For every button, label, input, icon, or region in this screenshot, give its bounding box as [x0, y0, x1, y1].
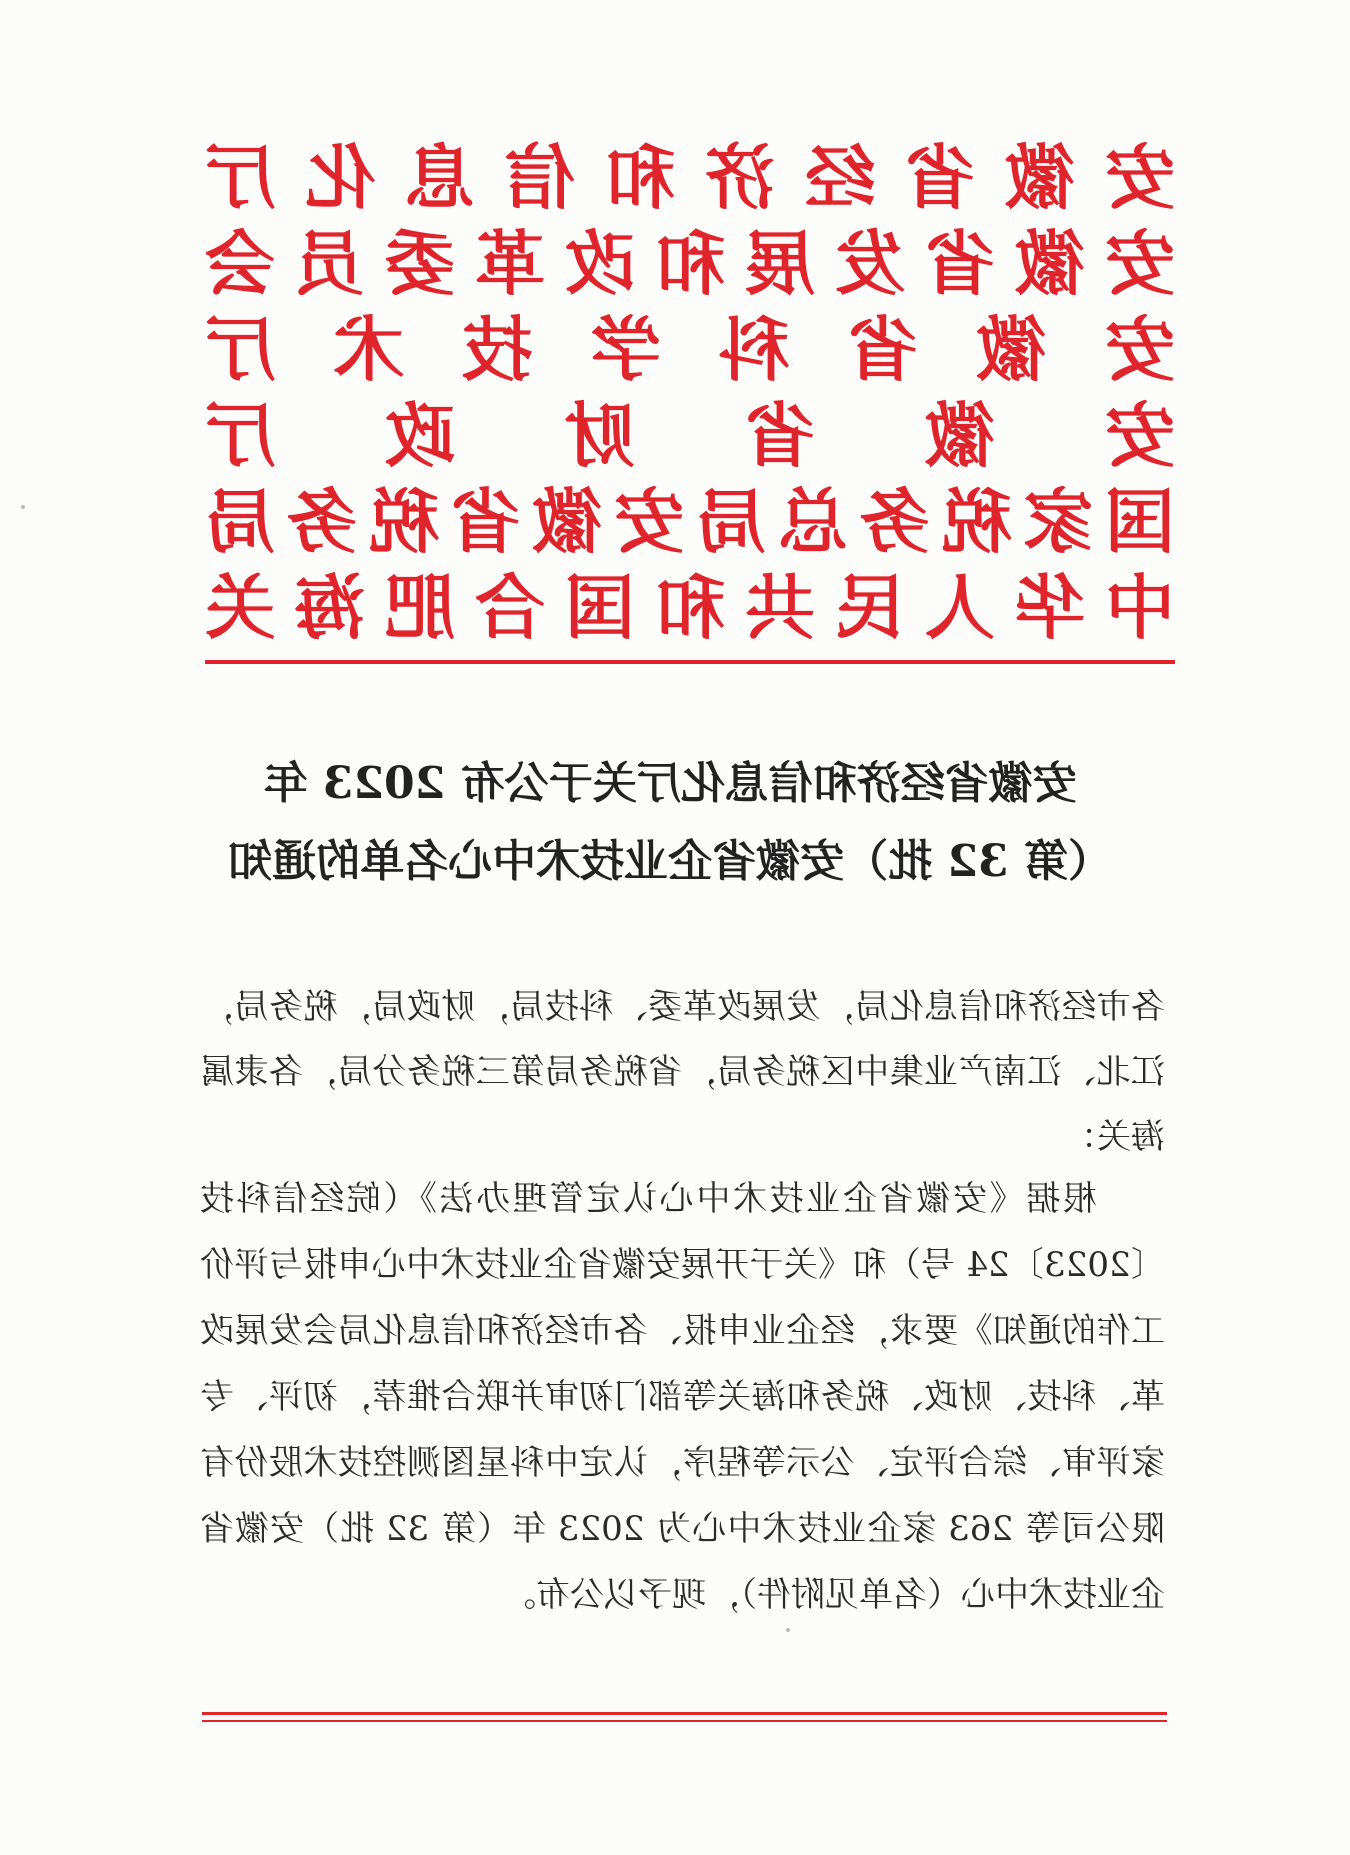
agency-name-char: 国 — [1105, 480, 1175, 563]
agency-name-char: 和 — [605, 136, 675, 219]
agency-name-char: 安 — [1105, 394, 1175, 477]
agency-name-char: 信 — [505, 136, 575, 219]
agency-name-char: 委 — [385, 222, 455, 305]
header-red-rule — [205, 660, 1175, 664]
agency-name-line — [205, 221, 1175, 307]
salutation: 各市经济和信息化局，发展改革委、科技局，财政局，税务局，江北、江南产业集中区税务局，省税务局第三税务分局，各隶属海关： — [200, 987, 1165, 1157]
agency-name-line — [205, 135, 1175, 221]
agency-name-char: 学 — [590, 308, 661, 391]
agency-name-char: 家 — [1023, 480, 1094, 563]
agency-name-char: 安 — [1105, 222, 1175, 305]
agency-name-char: 中 — [1105, 566, 1175, 649]
agency-name-char: 展 — [745, 222, 815, 305]
agency-name-char: 和 — [655, 222, 725, 305]
agency-name-char: 关 — [205, 566, 275, 649]
agency-name-char: 济 — [705, 136, 775, 219]
agency-name-char: 和 — [655, 566, 725, 649]
agency-name-char: 肥 — [385, 566, 455, 649]
footer-red-rule-top — [202, 1712, 1167, 1715]
agency-name-char: 省 — [745, 394, 815, 477]
agency-name-char: 员 — [295, 222, 365, 305]
agency-name-char: 总 — [777, 480, 848, 563]
agency-name-char: 发 — [835, 222, 905, 305]
issuing-agencies-header — [205, 135, 1175, 651]
agency-name-char: 改 — [565, 222, 635, 305]
title-line-2: （第 32 批）安徽省企业技术中心名单的通知 — [228, 836, 1112, 887]
agency-name-char: 局 — [205, 480, 276, 563]
body-paragraph-1: 根据《安徽省企业技术中心认定管理办法》（皖经信科技〔2023〕24 号）和《关于开展安徽省企业技术中心申报与评价工作的通知》要求，经企业申报、各市经济和信息化局会发展改革、科技、财政、税务和海关等部门初审并联合推荐，初评、专家评审、综合评定、公示等程序，认定中科星图测控技术股份有限公司等 263 家企业技术中心为 2023 年（第 32 批）安徽省企业技术中心（名单见附件），现予以公布。 — [200, 1179, 1165, 1615]
agency-name-char: 技 — [462, 308, 533, 391]
agency-name-char: 安 — [614, 480, 685, 563]
agency-name-line — [205, 565, 1175, 651]
agency-name-char: 徽 — [925, 394, 995, 477]
agency-name-char: 安 — [1105, 136, 1175, 219]
agency-name-char: 省 — [905, 136, 975, 219]
agency-name-char: 局 — [695, 480, 766, 563]
agency-name-char: 海 — [295, 566, 365, 649]
agency-name-char: 徽 — [976, 308, 1047, 391]
agency-name-char: 厅 — [205, 136, 275, 219]
agency-name-char: 民 — [835, 566, 905, 649]
agency-name-char: 会 — [205, 222, 275, 305]
agency-name-char: 厅 — [205, 308, 276, 391]
agency-name-char: 革 — [475, 222, 545, 305]
document-title — [150, 745, 1190, 901]
agency-name-char: 合 — [475, 566, 545, 649]
scan-speck — [786, 1628, 790, 1632]
scan-speck — [21, 505, 25, 509]
title-line-1: 安徽省经济和信息化厅关于公布 2023 年 — [263, 758, 1077, 809]
agency-name-char: 厅 — [205, 394, 275, 477]
agency-name-char: 经 — [805, 136, 875, 219]
agency-name-char: 人 — [925, 566, 995, 649]
agency-name-char: 科 — [719, 308, 790, 391]
agency-name-char: 徽 — [1015, 222, 1085, 305]
agency-name-char: 务 — [859, 480, 930, 563]
agency-name-char: 省 — [450, 480, 521, 563]
agency-name-char: 税 — [941, 480, 1012, 563]
agency-name-char: 化 — [305, 136, 375, 219]
agency-name-line — [205, 393, 1175, 479]
agency-name-line — [205, 307, 1175, 393]
agency-name-char: 务 — [286, 480, 357, 563]
agency-name-char: 省 — [925, 222, 995, 305]
agency-name-char: 省 — [847, 308, 918, 391]
agency-name-char: 安 — [1105, 308, 1175, 391]
agency-name-char: 国 — [565, 566, 635, 649]
agency-name-char: 华 — [1015, 566, 1085, 649]
agency-name-char: 术 — [333, 308, 404, 391]
footer-red-rule-bottom — [202, 1720, 1167, 1722]
agency-name-char: 政 — [385, 394, 455, 477]
agency-name-char: 共 — [745, 566, 815, 649]
agency-name-char: 徽 — [532, 480, 603, 563]
agency-name-line — [205, 479, 1175, 565]
agency-name-char: 徽 — [1005, 136, 1075, 219]
agency-name-char: 税 — [368, 480, 439, 563]
agency-name-char: 息 — [405, 136, 475, 219]
agency-name-char: 财 — [565, 394, 635, 477]
